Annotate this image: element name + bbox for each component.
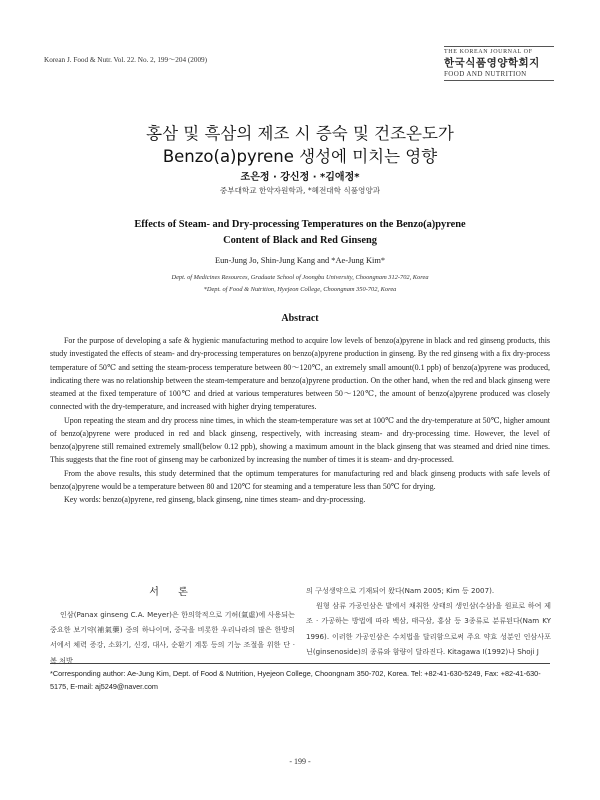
journal-citation: Korean J. Food & Nutr. Vol. 22. No. 2, 199～204 (2009) [44, 56, 208, 64]
english-authors: Eun-Jung Jo, Shin-Jung Kang and *Ae-Jung Kim* [214, 256, 386, 265]
abstract-paragraph-3: From the above results, this study determined that the optimum temperatures for manufacturing red and black ginseng products with safe levels of benzo(a)pyrene would be a temperature between 80 and 120℃ for steaming and a temperature less than 50℃ for drying. [50, 468, 550, 491]
english-title-line1: Effects of Steam- and Dry-processing Temperatures on the Benzo(a)pyrene [134, 219, 466, 230]
journal-name-top: THE KOREAN JOURNAL OF [444, 46, 554, 55]
body-right-column [306, 583, 551, 659]
korean-affiliations: 중부대학교 한약자원학과, *혜전대학 식품영양과 [219, 186, 381, 195]
body-paragraph-right-2: 원형 삼류 가공인삼은 밭에서 채취한 상태의 생인삼(수삼)을 원료로 하여 제조 · 가공하는 방법에 따라 백삼, 태극삼, 홍삼 등 3종류로 분류된다(Nam KY 1996). 이러한 가공인삼은 수치법을 달리함으로써 주요 약효 성분인 인삼사포닌(ginsenoside)의 종류와 함량이 달라진다. Kitagawa I(1992)나 Shoji J [306, 601, 551, 656]
journal-logo-box [444, 46, 554, 81]
abstract-heading: Abstract [281, 313, 319, 324]
english-title [0, 217, 600, 249]
korean-title-line1: 홍삼 및 흑삼의 제조 시 증숙 및 건조온도가 [146, 124, 454, 143]
page-number: - 199 - [289, 757, 311, 766]
korean-title-line2: Benzo(a)pyrene 생성에 미치는 영향 [162, 147, 438, 166]
journal-name-bottom: FOOD AND NUTRITION [444, 70, 554, 81]
abstract-paragraph-1: For the purpose of developing a safe & hygienic manufacturing method to acquire low levels of benzo(a)pyrene in black and red ginseng products, this study investigated the effects of steam- and dry-processing temperatures on benzo(a)pyrene production in ginseng. By the red ginseng with a fix dry-process temperature of 50℃ and setting the steam-process temperature between 80～120℃, an extremely small amount(0.1 ppb) of benzo(a)pyrene was produced, indicating there was no relationship between the steam-temperature and benzo(a)pyrene production. On the other hand, when the red and black ginseng were steamed at the fixed temperature of 100℃ and dried at various temperatures between 50～120℃, the amount of benzo(a)pyrene produced was closely connected with the dry-temperature, and increased with higher drying temperatures. [50, 336, 550, 412]
abstract-paragraph-2: Upon repeating the steam and dry process nine times, in which the steam-temperature was set at 100℃ and the dry-temperature at 50℃, higher amount of benzo(a)pyrene were produced in red and black ginseng, respectively, with increasing steam- and dry-processing time. However, the level of benzo(a)pyrene still remained extremely small(below 0.12 ppb), showing a maximum amount in the black ginseng that was steamed and dried nine times. This suggests that the fine root of ginseng may be carbonized by increasing the number of times it is steam- and dry-processed. [50, 415, 550, 465]
footnote-divider [50, 663, 550, 664]
keywords: Key words: benzo(a)pyrene, red ginseng, black ginseng, nine times steam- and dry-processing. [64, 495, 366, 504]
body-left-column [50, 585, 295, 668]
corresponding-author-footnote: *Corresponding author: Ae-Jung Kim, Dept. of Food & Nutrition, Hyejeon College, Choongnam 350-702, Korea. Tel: +82-41-630-5249, Fax: +82-41-630-5175, E-mail: aj5249@naver.com [50, 669, 541, 691]
english-affiliation-2: *Dept. of Food & Nutrition, Hyejeon College, Choongnam 350-702, Korea [203, 286, 397, 293]
korean-authors: 조은정 · 강신정 · *김애정* [240, 172, 360, 183]
abstract-body [50, 334, 550, 506]
body-paragraph-right-1: 의 구성생약으로 기재되어 왔다(Nam 2005; Kim 등 2007). [306, 586, 495, 595]
english-title-line2: Content of Black and Red Ginseng [223, 235, 377, 246]
english-affiliation-1: Dept. of Medicines Resources, Graduate School of Joongbu University, Choongnam 312-702, Korea [171, 274, 429, 281]
korean-title [0, 122, 600, 168]
journal-name-korean: 한국식품영양학회지 [444, 57, 540, 69]
section-heading-introduction: 서 론 [149, 587, 196, 598]
english-affiliations [0, 272, 600, 296]
body-paragraph-left: 인삼(Panax ginseng C.A. Meyer)은 한의학적으로 기허(氣虛)에 사용되는 중요한 보기약(補氣藥) 중의 하나이며, 중국을 비롯한 우리나라의 많은 한방의서에서 체력 증강, 소화기, 신경, 대사, 순환기 계통 등의 기능 조절을 위한 단 · 복 처방 [50, 610, 295, 665]
